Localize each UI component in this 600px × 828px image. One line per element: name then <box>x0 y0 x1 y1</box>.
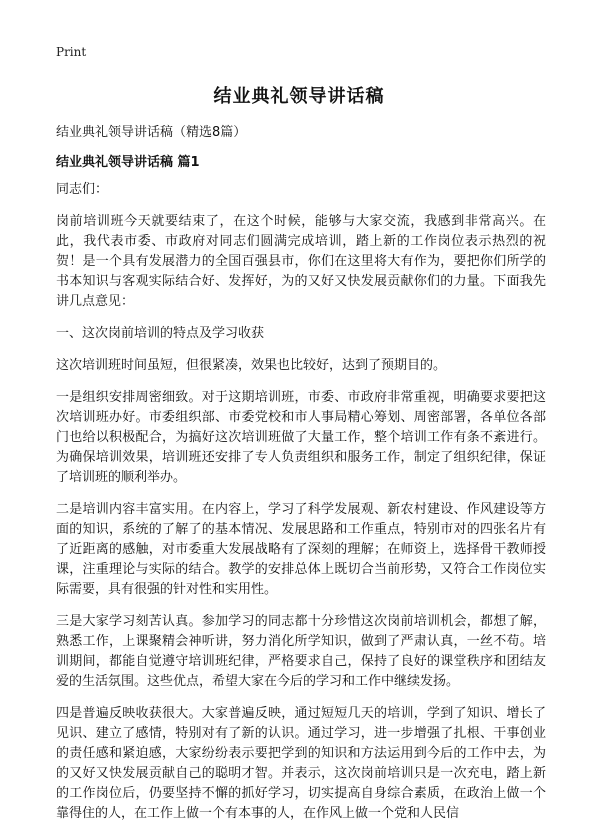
section-heading: 结业典礼领导讲话稿 篇1 <box>56 155 200 170</box>
print-label[interactable]: Print <box>56 45 87 59</box>
paragraph-point-1: 一是组织安排周密细致。对于这期培训班，市委、市政府非常重视，明确要求要把这次培训班办好。市委组织部、市委党校和市人事局精心筹划、周密部署，各单位各部门也给以积极配合，为搞好这次培训班做了大量工作，整个培训工作有条不紊进行。为确保培训效果，培训班还安排了专人负责组织和服务工作，制定了组织纪律，保证了培训班的顺利举办。 <box>56 390 546 485</box>
paragraph-point-4: 四是普遍反映收获很大。大家普遍反映，通过短短几天的培训，学到了知识、增长了见识、建立了感情，特别对有了新的认识。通过学习，进一步增强了扎根、干事创业的责任感和紧迫感，大家纷纷表示要把学到的知识和方法运用到今后的工作中去，为的又好又快发展贡献自己的聪明才智。并表示，这次岗前培训只是一次充电，踏上新的工作岗位后，仍要坚持不懈的抓好学习，切实提高自身综合素质，在政治上做一个靠得住的人，在工作上做一个有本事的人，在作风上做一个党和人民信 <box>56 706 546 821</box>
document-body <box>56 180 546 828</box>
document-page <box>56 0 556 828</box>
paragraph-intro: 岗前培训班今天就要结束了，在这个时候，能够与大家交流，我感到非常高兴。在此，我代表市委、市政府对同志们圆满完成培训，踏上新的工作岗位表示热烈的祝贺！是一个具有发展潜力的全国百强县市，你们在这里将大有作为，要把你们所学的书本知识与客观实际结合好、发挥好，为的又好又快发展贡献你们的力量。下面我先讲几点意见： <box>56 214 546 309</box>
paragraph-point-2: 二是培训内容丰富实用。在内容上，学习了科学发展观、新农村建设、作风建设等方面的知识，系统的了解了的基本情况、发展思路和工作重点，特别市对的四张名片有了近距离的感触，对市委重大发展战略有了深刻的理解；在师资上，选择骨干教师授课，注重理论与实际的结合。教学的安排总体上既切合当前形势，又符合工作岗位实际需要，具有很强的针对性和实用性。 <box>56 502 546 597</box>
paragraph-point-3: 三是大家学习刻苦认真。参加学习的同志都十分珍惜这次岗前培训机会，都想了解，熟悉工作，上课聚精会神听讲，努力消化所学知识，做到了严肃认真，一丝不苟。培训期间，都能自觉遵守培训班纪律，严格要求自己，保持了良好的课堂秩序和团结友爱的生活氛围。这些优点，希望大家在今后的学习和工作中继续发扬。 <box>56 614 546 689</box>
paragraph-summary: 这次培训班时间虽短，但很紧凑，效果也比较好，达到了预期目的。 <box>56 358 447 373</box>
page-title: 结业典礼领导讲话稿 <box>213 86 385 107</box>
paragraph-salutation: 同志们： <box>56 182 109 197</box>
document-subtitle: 结业典礼领导讲话稿（精选8篇） <box>56 125 247 140</box>
paragraph-subheading: 一、这次岗前培训的特点及学习收获 <box>56 326 265 341</box>
